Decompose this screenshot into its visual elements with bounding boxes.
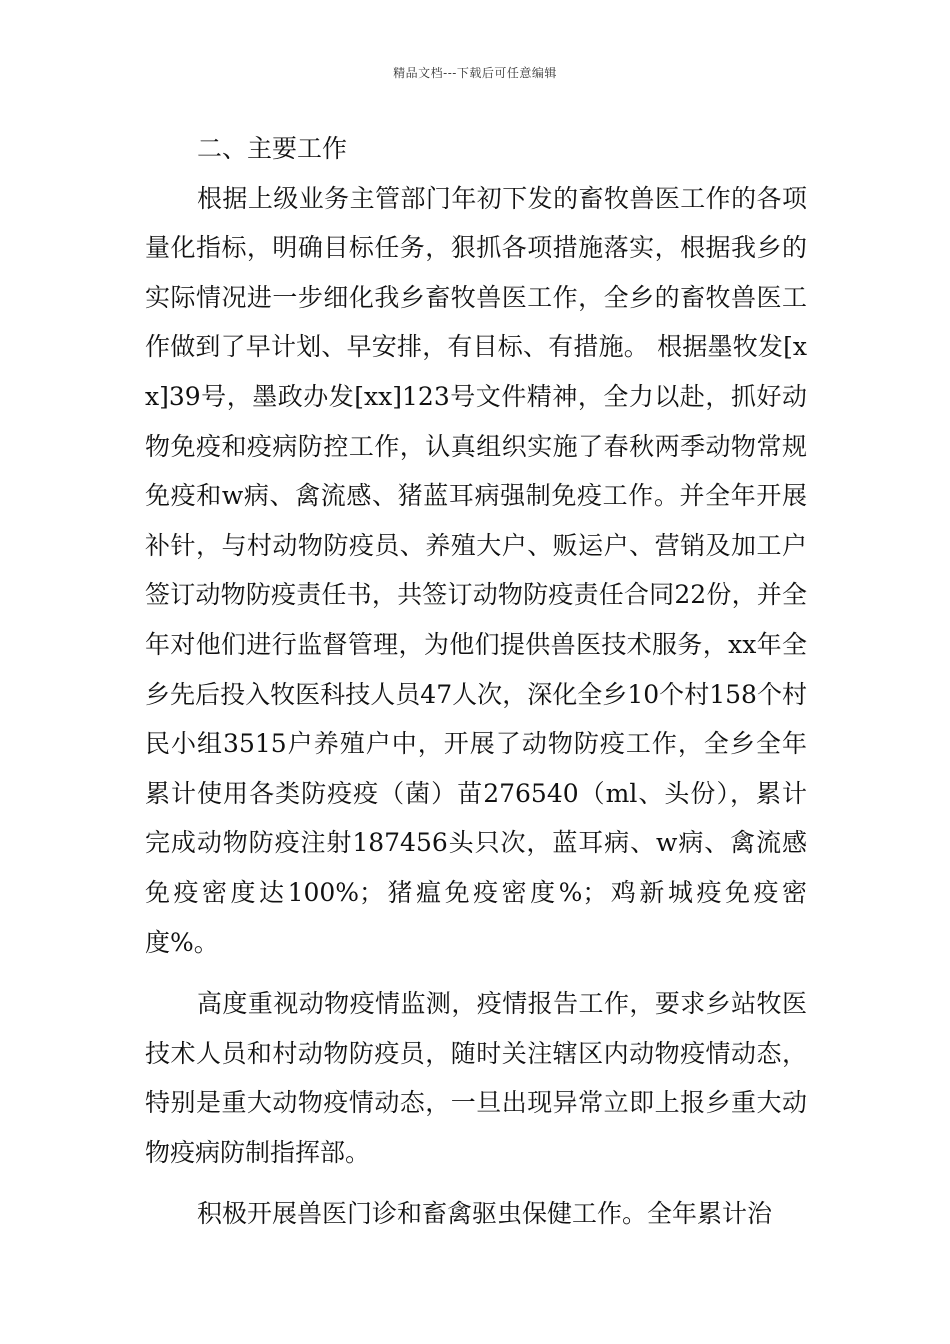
paragraph-epidemic-monitoring: 高度重视动物疫情监测，疫情报告工作，要求乡站牧医技术人员和村动物防疫员，随时关注辖区内动物疫情动态，特别是重大动物疫情动态，一旦出现异常立即上报乡重大动物疫病防制指挥部。 xyxy=(145,989,807,1167)
page-header: 精品文档---下载后可任意编辑 xyxy=(393,66,557,80)
document-body xyxy=(145,124,807,1239)
section-heading: 二、主要工作 xyxy=(197,134,348,163)
paragraph-veterinary-clinic: 积极开展兽医门诊和畜禽驱虫保健工作。全年累计治 xyxy=(197,1199,773,1229)
paragraph-work-overview: 根据上级业务主管部门年初下发的畜牧兽医工作的各项量化指标，明确目标任务，狠抓各项措施落实，根据我乡的实际情况进一步细化我乡畜牧兽医工作，全乡的畜牧兽医工作做到了早计划、早安排，有目标、有措施。 根据墨牧发[xx]39号，墨政办发[xx]123号文件精神，全力以赴，抓好动物免疫和疫病防控工作，认真组织实施了春秋两季动物常规免疫和w病、禽流感、猪蓝耳病强制免疫工作。并全年开展补针，与村动物防疫员、养殖大户、贩运户、营销及加工户签订动物防疫责任书，共签订动物防疫责任合同22份，并全年对他们进行监督管理，为他们提供兽医技术服务，xx年全乡先后投入牧医科技人员47人次，深化全乡10个村158个村民小组3515户养殖户中，开展了动物防疫工作，全乡全年累计使用各类防疫疫（菌）苗276540（ml、头份），累计完成动物防疫注射187456头只次，蓝耳病、w病、禽流感免疫密度达100%；猪瘟免疫密度%；鸡新城疫免疫密度%。 xyxy=(145,183,807,957)
